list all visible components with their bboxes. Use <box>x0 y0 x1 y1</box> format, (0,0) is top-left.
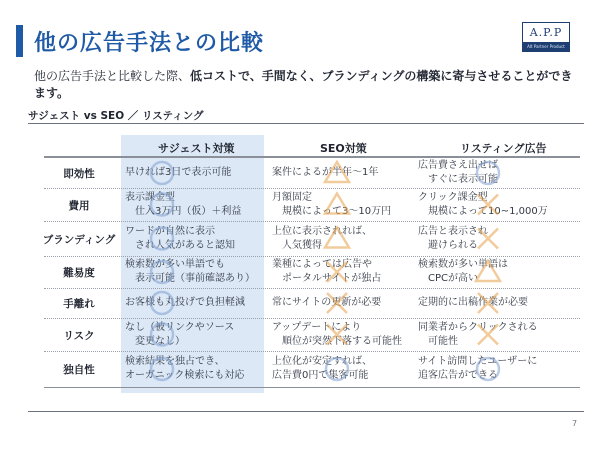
table-cell: 広告費さえ出せば すぐに表示可能 <box>418 160 498 185</box>
table-cell: 常にサイトの更新が必要 <box>272 297 382 308</box>
page-number: 7 <box>572 419 578 428</box>
column-header-seo: SEO対策 <box>320 142 367 155</box>
table-cell: 広告と表示され 避けられる <box>418 225 488 251</box>
row-label: 費用 <box>68 199 90 212</box>
logo <box>522 22 570 52</box>
table-cell: 上位化が安定すれば、 広告費0円で集客可能 <box>272 356 372 381</box>
row-separator <box>44 256 580 257</box>
table-cell: 案件によるが半年〜1年 <box>272 167 379 178</box>
table-cell: お客様も丸投げで負担軽減 <box>125 297 245 308</box>
table-cell: クリック課金型 規模によって10~1,000万 <box>418 191 548 217</box>
lead-normal: 他の広告手法と比較した際、 <box>34 69 191 83</box>
table-cell: 表示課金型 仕入3万円（仮）＋利益 <box>125 191 242 217</box>
table-cell: 検索結果を独占でき、 オーガニック検索にも対応 <box>125 356 245 381</box>
row-label: リスク <box>63 329 95 342</box>
logo-text: A.P.P <box>523 23 569 42</box>
table-cell: 同業者からクリックされる 可能性 <box>418 321 538 347</box>
table-cell: 検索数が多い単語でも 表示可能（事前確認あり） <box>125 259 255 284</box>
title-accent-bar <box>16 25 23 57</box>
row-separator <box>44 188 580 189</box>
table-cell: 月額固定 規模によって3〜10万円 <box>272 191 392 217</box>
lead-text <box>34 68 574 102</box>
column-header-suggest: サジェスト対策 <box>158 142 235 155</box>
table-cell: アップデートにより 順位が突然下落する可能性 <box>272 321 402 347</box>
section-divider <box>28 123 584 124</box>
table-cell: 上位に表示されれば、 人気獲得 <box>272 225 372 251</box>
row-label: ブランディング <box>42 233 116 246</box>
row-label: 手離れ <box>63 298 95 310</box>
table-cell: ワードが自然に表示 され人気があると認知 <box>125 225 235 251</box>
lead-bold: 低コストで、手間なく、ブランディングの構築に寄与させることができます。 <box>34 69 573 100</box>
page-title: 他の広告手法との比較 <box>34 31 265 56</box>
row-separator <box>44 351 580 352</box>
table-bottom-line <box>44 387 580 388</box>
section-title: サジェスト vs SEO ／ リスティング <box>28 110 204 122</box>
column-header-listing: リスティング広告 <box>460 142 547 155</box>
row-separator <box>44 221 580 222</box>
logo-subtext: Alt Partner Product <box>527 44 565 49</box>
table-cell: 検索数が多い単語は CPCが高い <box>418 259 508 284</box>
table-cell: サイト訪問したユーザーに 追客広告ができる <box>418 356 538 381</box>
header-divider <box>44 156 580 158</box>
row-separator <box>44 288 580 289</box>
row-label: 独自性 <box>63 364 95 376</box>
table-cell: なし（被リンクやソース 変更なし） <box>125 321 235 347</box>
table-cell: 業種によっては広告や ポータルサイトが独占 <box>272 259 382 284</box>
row-label: 即効性 <box>63 168 95 180</box>
row-separator <box>44 318 580 319</box>
row-label: 難易度 <box>63 267 95 279</box>
table-cell: 定期的に出稿作業が必要 <box>418 297 528 308</box>
footer-divider <box>28 411 584 412</box>
table-cell: 早ければ3日で表示可能 <box>125 167 232 178</box>
